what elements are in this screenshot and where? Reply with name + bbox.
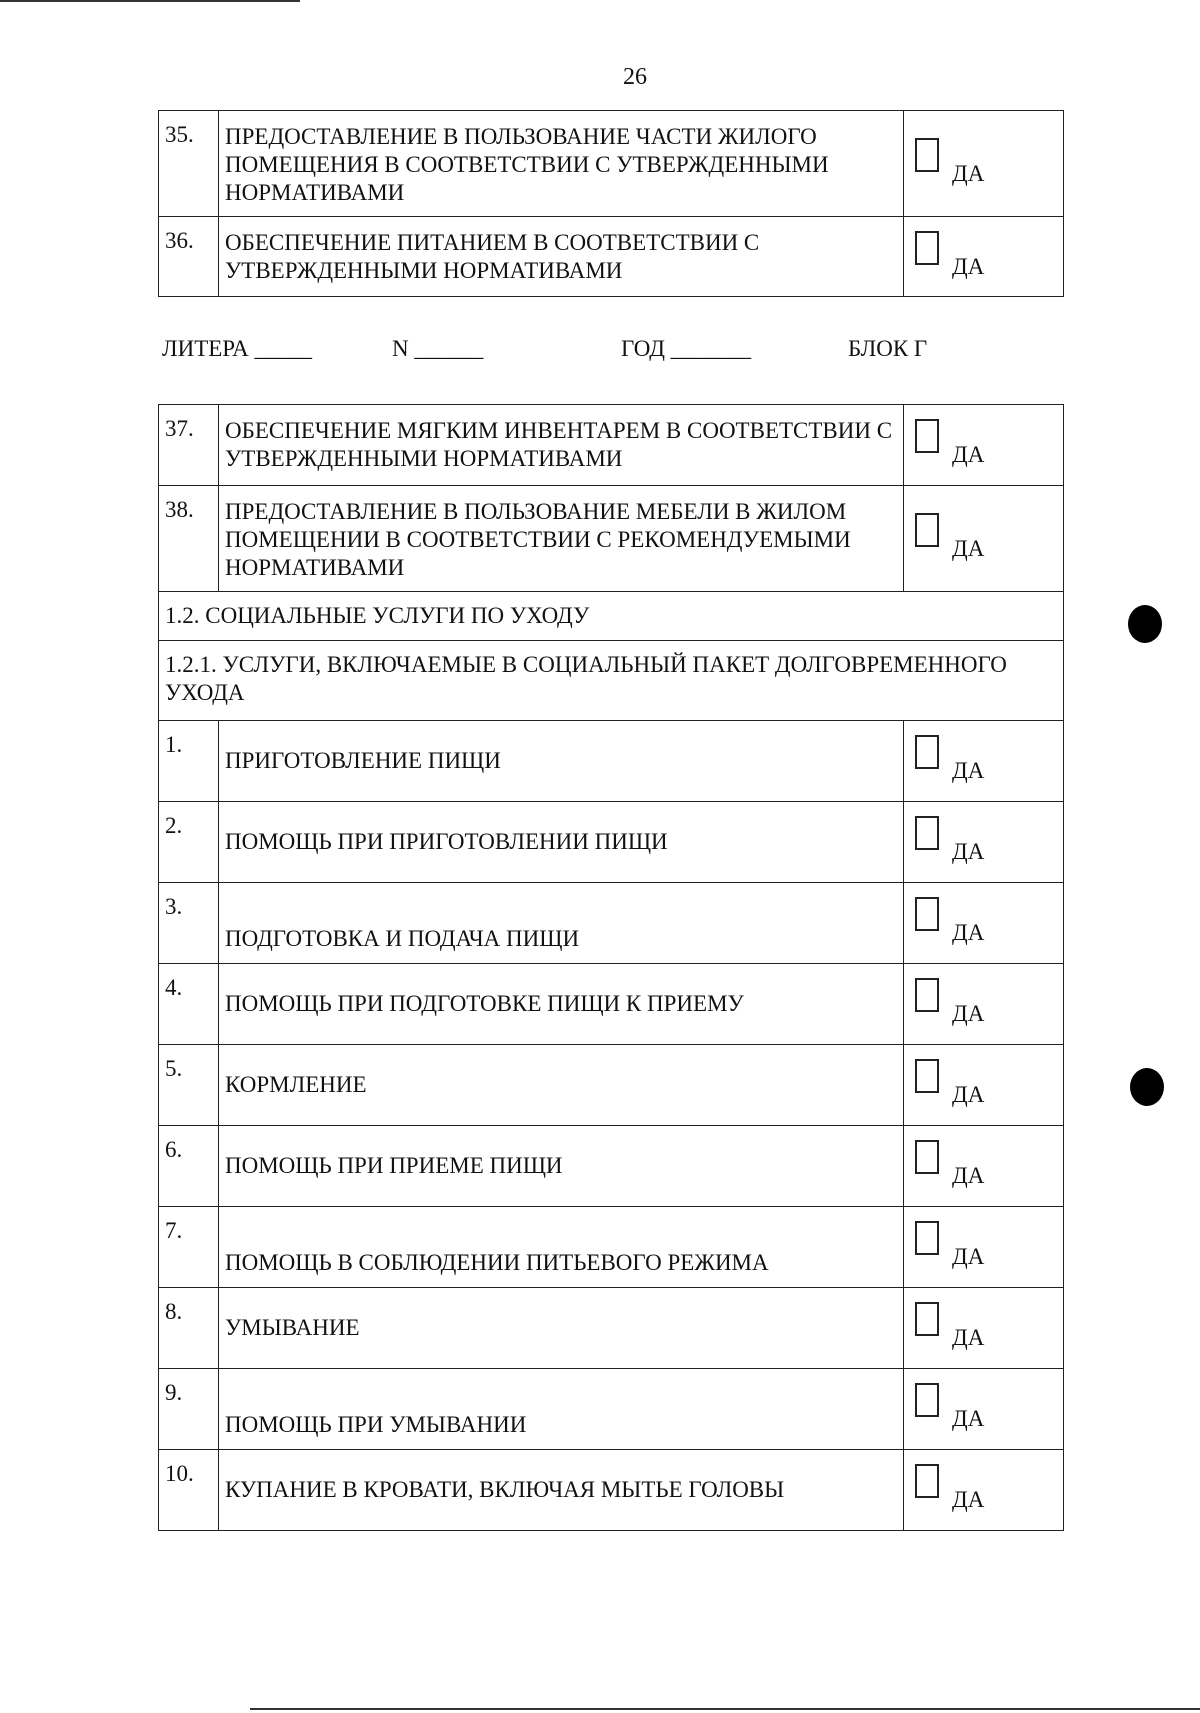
table-row — [159, 1288, 1064, 1369]
checkbox-cell[interactable] — [904, 217, 1064, 297]
checkbox-square-icon[interactable] — [915, 231, 939, 265]
checkbox-square-icon[interactable] — [915, 1221, 939, 1255]
service-text: ПОМОЩЬ ПРИ УМЫВАНИИ — [219, 1369, 904, 1450]
service-text: КУПАНИЕ В КРОВАТИ, ВКЛЮЧАЯ МЫТЬЕ ГОЛОВЫ — [219, 1450, 904, 1531]
table-row — [159, 1045, 1064, 1126]
checkbox-square-icon[interactable] — [915, 897, 939, 931]
checkbox-cell[interactable] — [904, 111, 1064, 217]
checkbox-label: ДА — [952, 1487, 985, 1512]
checkbox-cell[interactable] — [904, 883, 1064, 964]
table-row — [159, 1369, 1064, 1450]
checkbox-cell[interactable] — [904, 405, 1064, 486]
service-text: ОБЕСПЕЧЕНИЕ ПИТАНИЕМ В СООТВЕТСТВИИ С УТВЕРЖДЕННЫМИ НОРМАТИВАМИ — [219, 217, 904, 297]
section-row — [159, 641, 1064, 721]
year-field: ГОД _______ — [621, 336, 752, 361]
checkbox-cell[interactable] — [904, 721, 1064, 802]
checkbox-square-icon[interactable] — [915, 138, 939, 172]
scan-edge-bottom — [250, 1708, 1200, 1710]
row-number: 9. — [159, 1369, 219, 1450]
section-heading: 1.2. СОЦИАЛЬНЫЕ УСЛУГИ ПО УХОДУ — [159, 592, 1064, 641]
checkbox-label: ДА — [952, 1325, 985, 1350]
checkbox-label: ДА — [952, 1001, 985, 1026]
checkbox-square-icon[interactable] — [915, 735, 939, 769]
checkbox-label: ДА — [952, 920, 985, 945]
service-text: ПОМОЩЬ ПРИ ПОДГОТОВКЕ ПИЩИ К ПРИЕМУ — [219, 964, 904, 1045]
checkbox-cell[interactable] — [904, 1450, 1064, 1531]
checkbox-label: ДА — [952, 442, 985, 467]
table-row — [159, 1207, 1064, 1288]
table-row — [159, 1126, 1064, 1207]
checkbox-cell[interactable] — [904, 486, 1064, 592]
table-row — [159, 111, 1064, 217]
services-table-top — [158, 110, 1064, 297]
table-row — [159, 883, 1064, 964]
subsection-heading: 1.2.1. УСЛУГИ, ВКЛЮЧАЕМЫЕ В СОЦИАЛЬНЫЙ ПАКЕТ ДОЛГОВРЕМЕННОГО УХОДА — [159, 641, 1064, 721]
service-text: ПРИГОТОВЛЕНИЕ ПИЩИ — [219, 721, 904, 802]
service-text: ПОДГОТОВКА И ПОДАЧА ПИЩИ — [219, 883, 904, 964]
table-row — [159, 721, 1064, 802]
number-field: N ______ — [392, 336, 484, 361]
checkbox-label: ДА — [952, 1406, 985, 1431]
checkbox-cell[interactable] — [904, 1045, 1064, 1126]
row-number: 4. — [159, 964, 219, 1045]
checkbox-label: ДА — [952, 1163, 985, 1188]
checkbox-label: ДА — [952, 253, 985, 279]
services-table-main — [158, 404, 1064, 1531]
row-number: 38. — [159, 486, 219, 592]
row-number: 37. — [159, 405, 219, 486]
page-number: 26 — [623, 64, 647, 90]
punch-hole-mark — [1128, 605, 1162, 643]
checkbox-square-icon[interactable] — [915, 1059, 939, 1093]
checkbox-label: ДА — [952, 758, 985, 783]
row-number: 8. — [159, 1288, 219, 1369]
table-row — [159, 486, 1064, 592]
row-number: 1. — [159, 721, 219, 802]
row-number: 2. — [159, 802, 219, 883]
block-label: БЛОК Г — [848, 336, 928, 361]
service-text: ПОМОЩЬ В СОБЛЮДЕНИИ ПИТЬЕВОГО РЕЖИМА — [219, 1207, 904, 1288]
checkbox-cell[interactable] — [904, 1126, 1064, 1207]
row-number: 35. — [159, 111, 219, 217]
checkbox-cell[interactable] — [904, 1369, 1064, 1450]
punch-hole-mark — [1130, 1068, 1164, 1106]
row-number: 36. — [159, 217, 219, 297]
checkbox-square-icon[interactable] — [915, 1383, 939, 1417]
service-text: ПРЕДОСТАВЛЕНИЕ В ПОЛЬЗОВАНИЕ ЧАСТИ ЖИЛОГО ПОМЕЩЕНИЯ В СООТВЕТСТВИИ С УТВЕРЖДЕННЫМИ НОРМАТИВАМИ — [219, 111, 904, 217]
litera-field: ЛИТЕРА _____ — [162, 336, 313, 361]
table-row — [159, 964, 1064, 1045]
service-text: ПОМОЩЬ ПРИ ПРИЕМЕ ПИЩИ — [219, 1126, 904, 1207]
checkbox-square-icon[interactable] — [915, 816, 939, 850]
checkbox-square-icon[interactable] — [915, 1140, 939, 1174]
checkbox-label: ДА — [952, 535, 985, 561]
checkbox-square-icon[interactable] — [915, 513, 939, 547]
checkbox-square-icon[interactable] — [915, 1464, 939, 1498]
row-number: 10. — [159, 1450, 219, 1531]
checkbox-label: ДА — [952, 1082, 985, 1107]
table-row — [159, 1450, 1064, 1531]
checkbox-square-icon[interactable] — [915, 419, 939, 453]
service-text: ОБЕСПЕЧЕНИЕ МЯГКИМ ИНВЕНТАРЕМ В СООТВЕТСТВИИ С УТВЕРЖДЕННЫМИ НОРМАТИВАМИ — [219, 405, 904, 486]
row-number: 7. — [159, 1207, 219, 1288]
checkbox-cell[interactable] — [904, 802, 1064, 883]
service-text: ПОМОЩЬ ПРИ ПРИГОТОВЛЕНИИ ПИЩИ — [219, 802, 904, 883]
checkbox-square-icon[interactable] — [915, 1302, 939, 1336]
checkbox-cell[interactable] — [904, 964, 1064, 1045]
table-row — [159, 802, 1064, 883]
row-number: 3. — [159, 883, 219, 964]
checkbox-label: ДА — [952, 839, 985, 864]
checkbox-label: ДА — [952, 160, 985, 186]
checkbox-label: ДА — [952, 1244, 985, 1269]
table-row — [159, 217, 1064, 297]
table-row — [159, 405, 1064, 486]
row-number: 5. — [159, 1045, 219, 1126]
checkbox-cell[interactable] — [904, 1207, 1064, 1288]
scan-edge-top — [0, 0, 300, 2]
service-text: ПРЕДОСТАВЛЕНИЕ В ПОЛЬЗОВАНИЕ МЕБЕЛИ В ЖИЛОМ ПОМЕЩЕНИИ В СООТВЕТСТВИИ С РЕКОМЕНДУЕМЫМИ НОРМАТИВАМИ — [219, 486, 904, 592]
service-text: КОРМЛЕНИЕ — [219, 1045, 904, 1126]
checkbox-square-icon[interactable] — [915, 978, 939, 1012]
row-number: 6. — [159, 1126, 219, 1207]
section-row — [159, 592, 1064, 641]
checkbox-cell[interactable] — [904, 1288, 1064, 1369]
service-text: УМЫВАНИЕ — [219, 1288, 904, 1369]
